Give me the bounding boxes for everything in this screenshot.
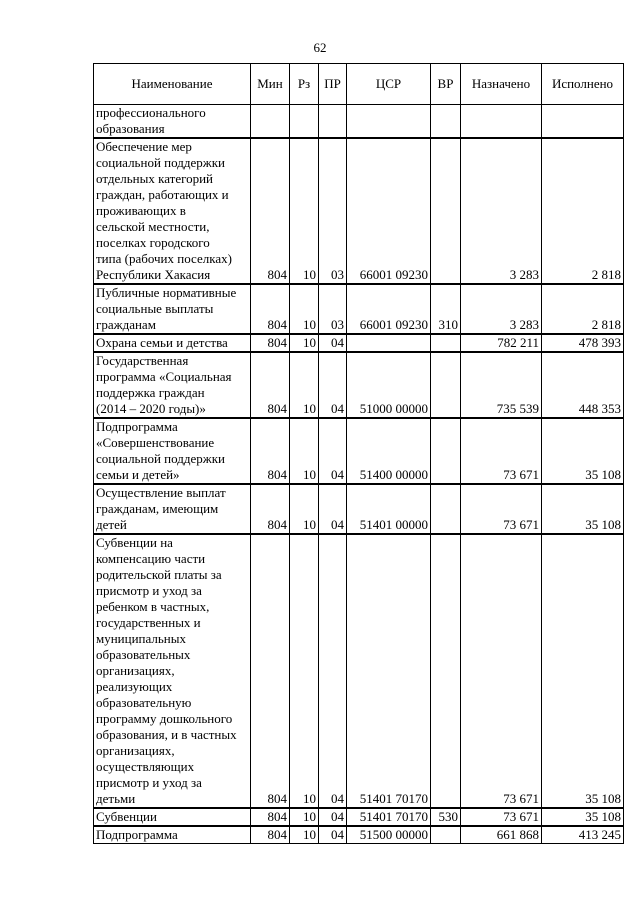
row-min: 804 <box>251 534 290 808</box>
row-executed: 35 108 <box>542 484 624 534</box>
row-min: 804 <box>251 826 290 844</box>
row-csr: 51000 00000 <box>347 352 431 418</box>
row-assigned: 3 283 <box>461 284 542 334</box>
table-row <box>94 418 624 484</box>
row-vr <box>431 534 461 808</box>
table-row <box>94 334 624 352</box>
row-executed: 413 245 <box>542 826 624 844</box>
row-vr: 310 <box>431 284 461 334</box>
row-csr: 66001 09230 <box>347 138 431 284</box>
row-rz: 10 <box>290 534 319 808</box>
row-assigned: 3 283 <box>461 138 542 284</box>
row-name: Государственная программа «Социальная поддержка граждан (2014 – 2020 годы)» <box>94 352 251 418</box>
row-name: Субвенции <box>94 808 251 826</box>
row-csr <box>347 334 431 352</box>
row-pr: 04 <box>319 826 347 844</box>
header-pr: ПР <box>319 64 347 105</box>
row-vr <box>431 105 461 139</box>
row-rz <box>290 105 319 139</box>
row-csr: 51400 00000 <box>347 418 431 484</box>
row-rz: 10 <box>290 484 319 534</box>
row-rz: 10 <box>290 284 319 334</box>
row-min: 804 <box>251 484 290 534</box>
row-min: 804 <box>251 284 290 334</box>
row-assigned: 73 671 <box>461 418 542 484</box>
budget-table <box>93 63 624 844</box>
row-assigned <box>461 105 542 139</box>
row-vr <box>431 418 461 484</box>
row-min <box>251 105 290 139</box>
row-pr: 04 <box>319 418 347 484</box>
table-row <box>94 105 624 139</box>
row-executed: 2 818 <box>542 284 624 334</box>
row-assigned: 661 868 <box>461 826 542 844</box>
table-row <box>94 484 624 534</box>
row-csr: 51401 70170 <box>347 534 431 808</box>
row-pr: 04 <box>319 808 347 826</box>
row-vr <box>431 352 461 418</box>
row-assigned: 73 671 <box>461 484 542 534</box>
page-number: 62 <box>313 40 327 55</box>
row-executed: 35 108 <box>542 418 624 484</box>
header-executed: Исполнено <box>542 64 624 105</box>
row-rz: 10 <box>290 808 319 826</box>
row-csr: 51401 00000 <box>347 484 431 534</box>
row-name: Осуществление выплат гражданам, имеющим детей <box>94 484 251 534</box>
row-min: 804 <box>251 352 290 418</box>
row-csr <box>347 105 431 139</box>
row-rz: 10 <box>290 352 319 418</box>
header-rz: Рз <box>290 64 319 105</box>
row-vr <box>431 484 461 534</box>
row-executed: 2 818 <box>542 138 624 284</box>
row-pr: 04 <box>319 484 347 534</box>
table-row <box>94 534 624 808</box>
row-name: Подпрограмма <box>94 826 251 844</box>
header-name: Наименование <box>94 64 251 105</box>
row-assigned: 73 671 <box>461 534 542 808</box>
row-executed: 35 108 <box>542 808 624 826</box>
row-min: 804 <box>251 808 290 826</box>
row-vr: 530 <box>431 808 461 826</box>
row-name: профессионального образования <box>94 105 251 139</box>
row-name: Подпрограмма «Совершенствование социальной поддержки семьи и детей» <box>94 418 251 484</box>
row-pr <box>319 105 347 139</box>
row-executed: 478 393 <box>542 334 624 352</box>
row-rz: 10 <box>290 334 319 352</box>
row-min: 804 <box>251 418 290 484</box>
row-executed: 448 353 <box>542 352 624 418</box>
row-assigned: 782 211 <box>461 334 542 352</box>
row-vr <box>431 826 461 844</box>
row-vr <box>431 334 461 352</box>
row-executed: 35 108 <box>542 534 624 808</box>
row-name: Обеспечение мер социальной поддержки отдельных категорий граждан, работающих и проживающих в сельской местности, поселках городского типа (рабочих поселках) Республики Хакасия <box>94 138 251 284</box>
row-pr: 04 <box>319 352 347 418</box>
table-row <box>94 352 624 418</box>
row-pr: 03 <box>319 138 347 284</box>
row-name: Охрана семьи и детства <box>94 334 251 352</box>
table-row <box>94 808 624 826</box>
row-pr: 03 <box>319 284 347 334</box>
header-vr: ВР <box>431 64 461 105</box>
row-min: 804 <box>251 334 290 352</box>
row-rz: 10 <box>290 138 319 284</box>
row-rz: 10 <box>290 826 319 844</box>
row-executed <box>542 105 624 139</box>
row-assigned: 73 671 <box>461 808 542 826</box>
row-rz: 10 <box>290 418 319 484</box>
row-csr: 51500 00000 <box>347 826 431 844</box>
row-vr <box>431 138 461 284</box>
row-min: 804 <box>251 138 290 284</box>
header-min: Мин <box>251 64 290 105</box>
row-csr: 51401 70170 <box>347 808 431 826</box>
table-row <box>94 826 624 844</box>
table-row <box>94 284 624 334</box>
row-assigned: 735 539 <box>461 352 542 418</box>
table-row <box>94 138 624 284</box>
row-pr: 04 <box>319 334 347 352</box>
table-header-row <box>94 64 624 105</box>
row-csr: 66001 09230 <box>347 284 431 334</box>
header-assigned: Назначено <box>461 64 542 105</box>
row-pr: 04 <box>319 534 347 808</box>
row-name: Публичные нормативные социальные выплаты гражданам <box>94 284 251 334</box>
row-name: Субвенции на компенсацию части родительской платы за присмотр и уход за ребенком в частных, государственных и муниципальных образовательных организациях, реализующих образовательную программу дошкольного образования, и в частных организациях, осуществляющих присмотр и уход за детьми <box>94 534 251 808</box>
header-csr: ЦСР <box>347 64 431 105</box>
